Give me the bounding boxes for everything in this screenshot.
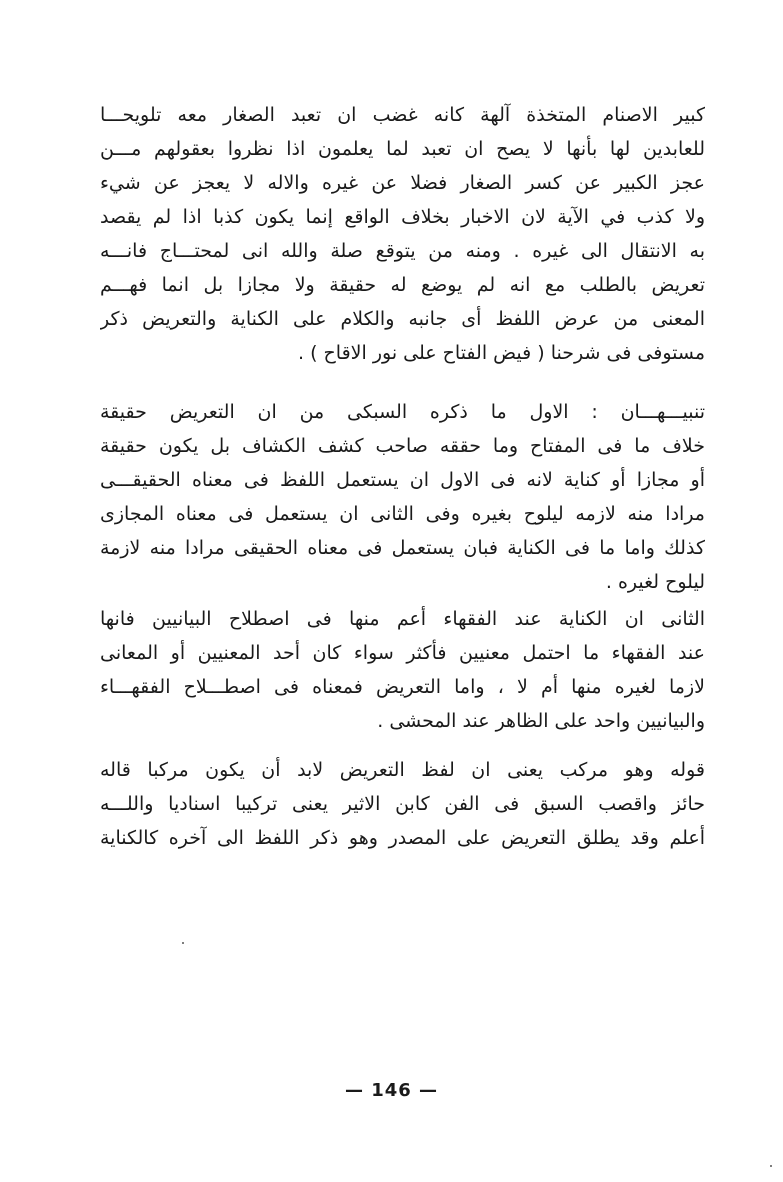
text-line: أو مجازا أو كناية لانه فى الاول ان يستعمل اللفظ فى معناه الحقيقـــى xyxy=(100,469,705,491)
text-line: كبير الاصنام المتخذة آلهة كانه غضب ان تعبد الصغار معه تلويحـــا xyxy=(100,104,705,126)
text-line: عند الفقهاء ما احتمل معنيين فأكثر سواء كان أحد المعنيين أو المعانى xyxy=(100,642,705,664)
paragraph-2-notes xyxy=(100,395,705,599)
text-line: الثانى ان الكناية عند الفقهاء أعم منها فى اصطلاح البيانيين فانها xyxy=(100,608,705,630)
page-number: — 146 — xyxy=(344,1080,439,1101)
text-line: لازما لغيره منها أم لا ، واما التعريض فمعناه فى اصطـــلاح الفقهـــاء xyxy=(100,676,705,698)
text-line: أعلم وقد يطلق التعريض على المصدر وهو ذكر اللفظ الى آخره كالكناية xyxy=(100,827,705,849)
text-line: عجز الكبير عن كسر الصغار فضلا عن غيره والاله لا يعجز عن شيء xyxy=(100,172,705,194)
paragraph-1 xyxy=(100,98,705,370)
scan-speck xyxy=(770,1165,772,1167)
text-line: خلاف ما فى المفتاح وما حققه صاحب كشف الكشاف بل يكون حقيقة xyxy=(100,435,705,457)
paragraph-4 xyxy=(100,753,705,855)
text-line: ولا كذب في الآية لان الاخبار بخلاف الواقع إنما يكون كذبا اذا لم يقصد xyxy=(100,206,705,228)
text-line: تعريض بالطلب مع انه لم يوضع له حقيقة ولا مجازا بل انما فهـــم xyxy=(100,274,705,296)
paragraph-3 xyxy=(100,602,705,738)
text-line: المعنى من عرض اللفظ أى جانبه والكلام على الكناية والتعريض ذكر xyxy=(100,308,705,330)
scan-speck xyxy=(182,942,184,944)
text-line: تنبيـــهـــان : الاول ما ذكره السبكى من ان التعريض حقيقة xyxy=(100,401,705,423)
text-line: مستوفى فى شرحنا ( فيض الفتاح على نور الاقاح ) . xyxy=(298,342,705,364)
text-line: ليلوح لغيره . xyxy=(605,571,705,593)
text-line: قوله وهو مركب يعنى ان لفظ التعريض لابد أن يكون مركبا قاله xyxy=(100,759,705,781)
text-line: به الانتقال الى غيره . ومنه من يتوقع صلة والله انى لمحتـــاج فانـــه xyxy=(100,240,705,262)
text-line: حائز واقصب السبق فى الفن كابن الاثير يعنى تركيبا اسناديا واللـــه xyxy=(100,793,705,815)
text-line: للعابدين لها بأنها لا يصح ان تعبد لما يعلمون اذا نظروا بعقولهم مـــن xyxy=(100,138,705,160)
text-line: كذلك واما ما فى الكناية فبان يستعمل فى معناه الحقيقى مرادا منه لازمة xyxy=(100,537,705,559)
text-line: والبيانيين واحد على الظاهر عند المحشى . xyxy=(377,710,705,732)
text-line: مرادا منه لازمه ليلوح بغيره وفى الثانى ان يستعمل فى معناه المجازى xyxy=(100,503,705,525)
